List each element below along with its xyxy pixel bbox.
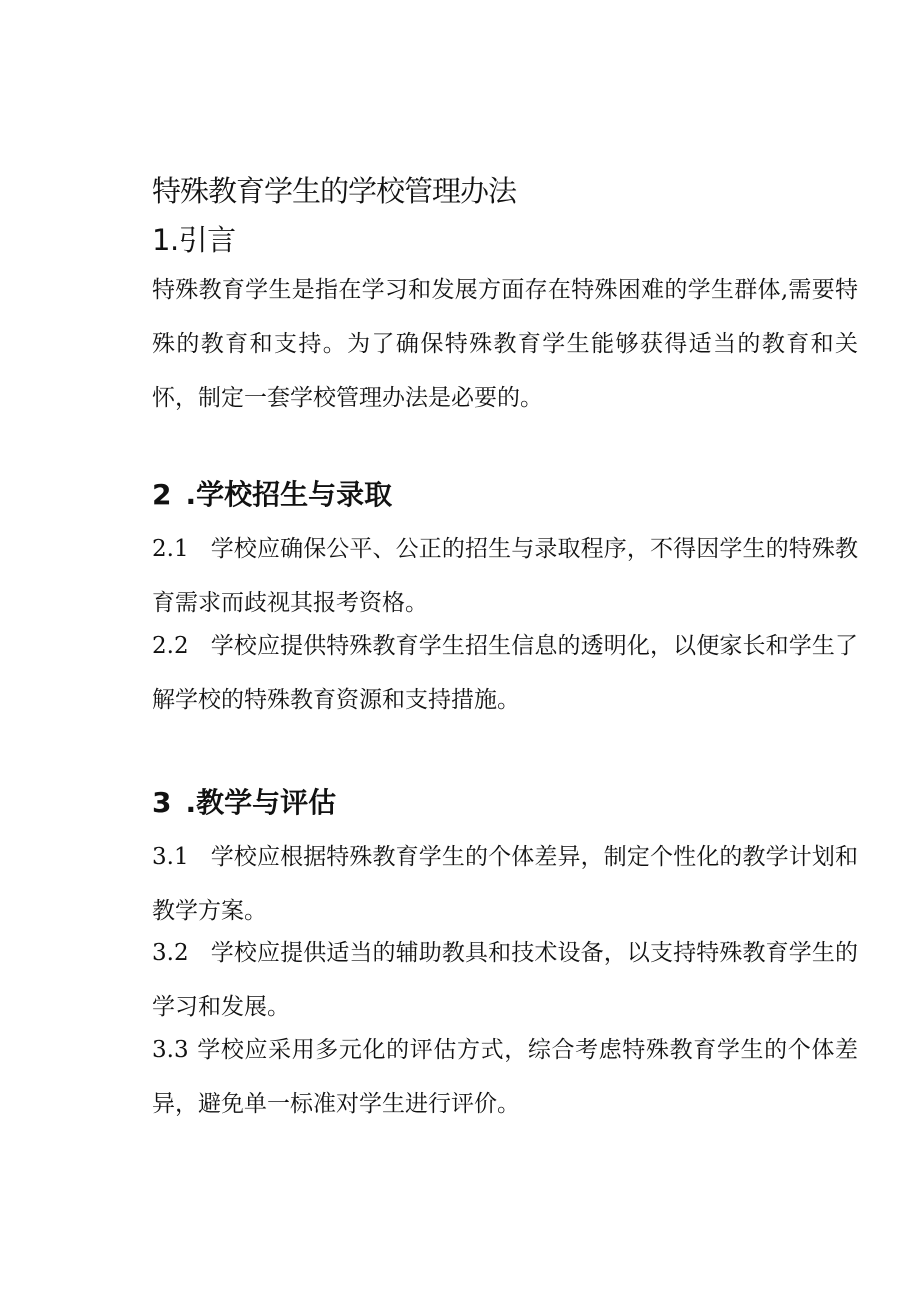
paragraph-text: 学校应根据特殊教育学生的个体差异，制定个性化的教学计划和教学方案。 xyxy=(152,844,858,924)
section-2-title: .学校招生与录取 xyxy=(185,478,393,511)
section-3-3-paragraph xyxy=(106,1023,858,1131)
clause-number: 2.1 xyxy=(152,536,189,562)
section-2-number: 2 xyxy=(152,478,172,511)
section-2-1-paragraph xyxy=(106,522,858,630)
section-3-2-paragraph xyxy=(106,926,858,1034)
section-3-1-paragraph xyxy=(106,830,858,938)
clause-number: 2.2 xyxy=(152,633,189,659)
section-2-2-paragraph xyxy=(106,619,858,727)
paragraph-text: 学校应采用多元化的评估方式，综合考虑特殊教育学生的个体差异，避免单一标准对学生进行评价。 xyxy=(152,1037,858,1117)
section-2-heading xyxy=(152,475,392,515)
section-1-paragraph xyxy=(106,263,858,425)
paragraph-text: 学校应提供特殊教育学生招生信息的透明化，以便家长和学生了解学校的特殊教育资源和支持措施。 xyxy=(152,633,858,713)
section-3-heading xyxy=(152,783,336,823)
paragraph-text: 学校应确保公平、公正的招生与录取程序，不得因学生的特殊教育需求而歧视其报考资格。 xyxy=(152,536,858,616)
document-title: 特殊教育学生的学校管理办法 xyxy=(152,174,517,208)
paragraph-text: 特殊教育学生是指在学习和发展方面存在特殊困难的学生群体,需要特殊的教育和支持。为了确保特殊教育学生能够获得适当的教育和关怀，制定一套学校管理办法是必要的。 xyxy=(152,277,858,411)
clause-number: 3.1 xyxy=(152,844,189,870)
section-3-number: 3 xyxy=(152,786,172,819)
clause-number: 3.3 xyxy=(152,1037,189,1063)
clause-number: 3.2 xyxy=(152,940,189,966)
paragraph-text: 学校应提供适当的辅助教具和技术设备，以支持特殊教育学生的学习和发展。 xyxy=(152,940,858,1020)
section-3-title: .教学与评估 xyxy=(185,786,337,819)
section-1-heading: 1.引言 xyxy=(152,223,236,257)
